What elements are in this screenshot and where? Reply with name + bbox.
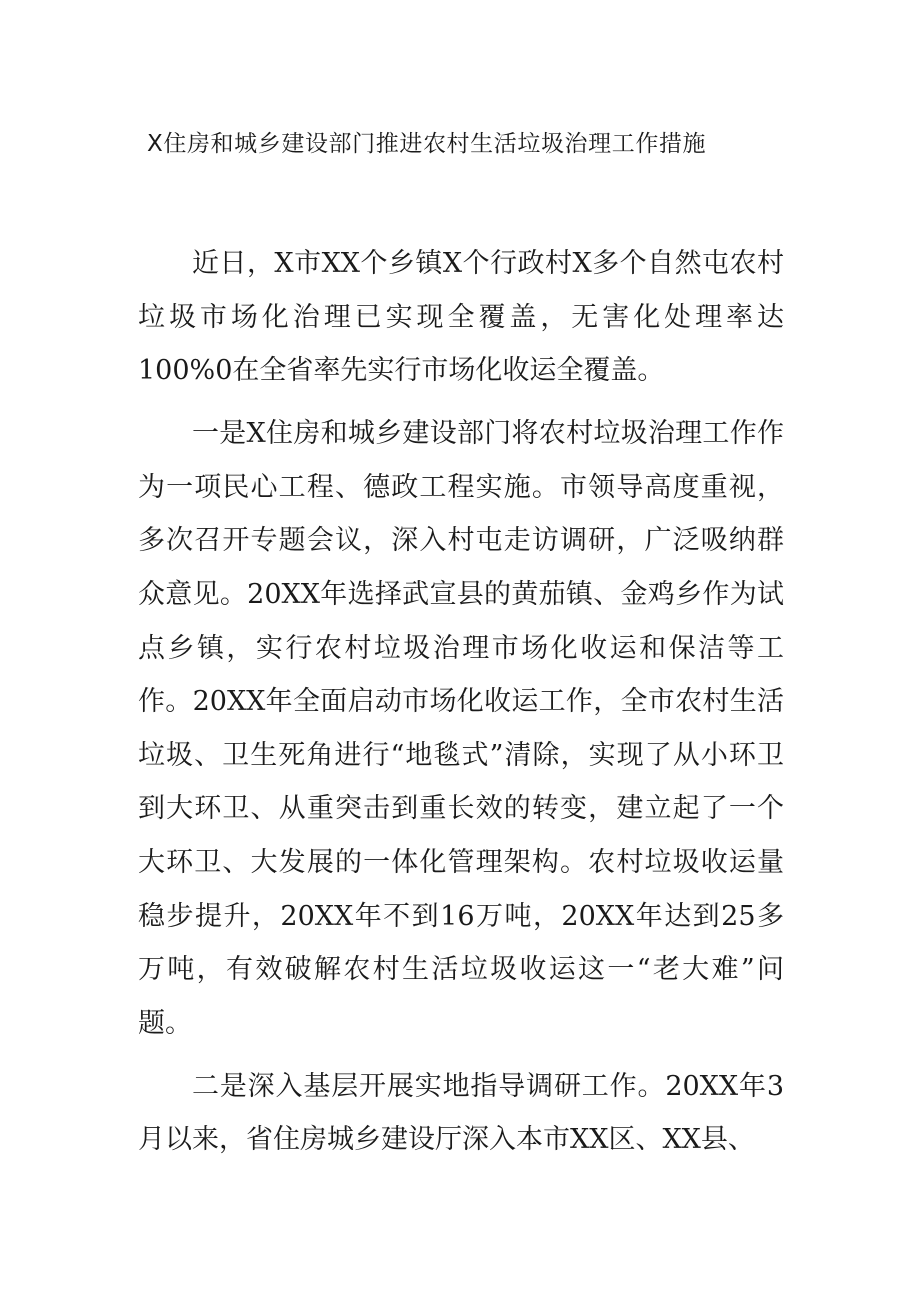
paragraph-intro: 近日，X市XX个乡镇X个行政村X多个自然屯农村垃圾市场化治理已实现全覆盖，无害化处理率达100%0在全省率先实行市场化收运全覆盖。	[138, 248, 784, 387]
document-body	[138, 237, 784, 1176]
document-title: X住房和城乡建设部门推进农村生活垃圾治理工作措施	[147, 131, 707, 157]
paragraph-first-measure: 一是X住房和城乡建设部门将农村垃圾治理工作作为一项民心工程、德政工程实施。市领导高度重视，多次召开专题会议，深入村屯走访调研，广泛吸纳群众意见。20XX年选择武宣县的黄茄镇、金鸡乡作为试点乡镇，实行农村垃圾治理市场化收运和保洁等工作。20XX年全面启动市场化收运工作，全市农村生活垃圾、卫生死角进行“地毯式”清除，实现了从小环卫到大环卫、从重突击到重长效的转变，建立起了一个大环卫、大发展的一体化管理架构。农村垃圾收运量稳步提升，20XX年不到16万吨，20XX年达到25多万吨，有效破解农村生活垃圾收运这一“老大难”问题。	[138, 418, 784, 1039]
paragraph-second-measure: 二是深入基层开展实地指导调研工作。20XX年3月以来，省住房城乡建设厅深入本市XX区、XX县、	[138, 1070, 784, 1156]
